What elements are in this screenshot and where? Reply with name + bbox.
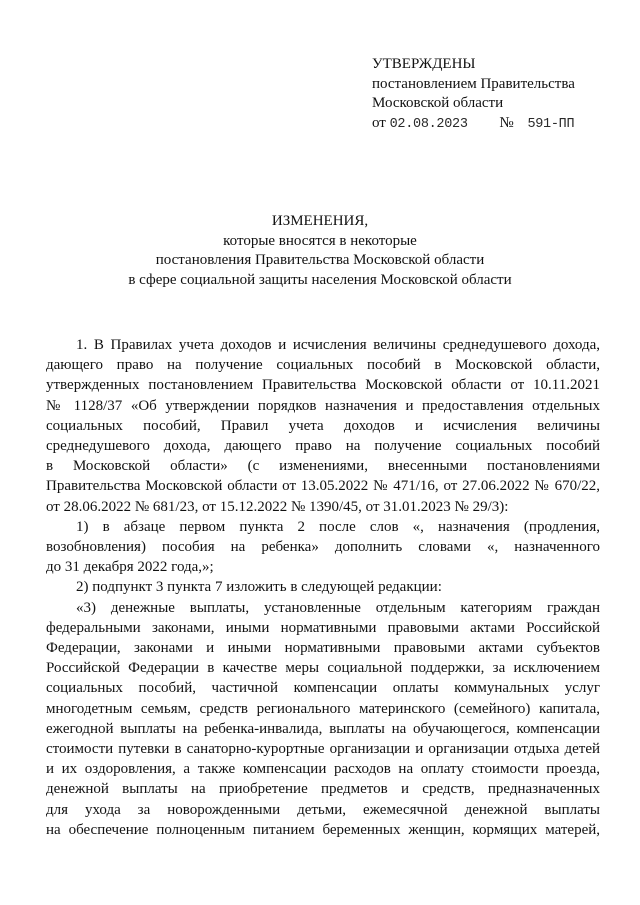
approval-block	[372, 55, 575, 134]
body-line: от 28.06.2022 № 681/23, от 15.12.2022 № 1390/45, от 31.01.2023 № 29/3):	[46, 498, 509, 515]
body-line: федеральными законами, иными нормативными правовыми актами Российской	[46, 619, 600, 636]
body-line: многодетным семьям, средств регионального материнского (семейного) капитала,	[46, 700, 600, 717]
body-line: утвержденных постановлением Правительства Московской области от 10.11.2021	[46, 377, 600, 394]
approval-heading: УТВЕРЖДЕНЫ	[372, 56, 476, 72]
body-line: Правительства Московской области от 13.05.2022 № 471/16, от 27.06.2022 № 670/22,	[46, 478, 600, 495]
body-line: 1) в абзаце первом пункта 2 после слов «, назначения (продления,	[76, 518, 600, 535]
body-line: и их оздоровления, а также компенсации расходов на оплату стоимости проезда,	[46, 761, 600, 778]
body-line: «3) денежные выплаты, установленные отдельным категориям граждан	[76, 599, 600, 616]
approval-line: Московской области	[372, 95, 504, 111]
body-line: стоимости путевки в санаторно-курортные организации и организации отдыха детей	[46, 741, 600, 758]
body-line: Федерации, законами и иными нормативными правовыми актами субъектов	[46, 640, 600, 657]
document-body	[46, 335, 600, 840]
body-line: для ухода за новорожденными детьми, ежемесячной денежной выплаты	[46, 801, 600, 818]
body-line: дающего право на получение социальных пособий в Московской области,	[46, 357, 600, 374]
body-line: на обеспечение полноценным питанием беременных женщин, кормящих матерей,	[46, 821, 600, 838]
title-line: в сфере социальной защиты населения Московской области	[128, 271, 512, 288]
body-line: 1. В Правилах учета доходов и исчисления величины среднедушевого дохода,	[76, 337, 600, 353]
body-line: социальных пособий, Правил учета доходов и исчисления величины	[46, 417, 600, 434]
body-line: в Московской области» (с изменениями, внесенными постановлениями	[46, 458, 600, 475]
body-line: до 31 декабря 2022 года,»;	[46, 559, 214, 576]
body-line: социальных пособий, частичной компенсации оплаты коммунальных услуг	[46, 680, 600, 697]
approval-number: 591-ПП	[527, 116, 575, 132]
title-line: постановления Правительства Московской области	[155, 252, 485, 268]
approval-date: 02.08.2023	[389, 116, 468, 132]
title-line: ИЗМЕНЕНИЯ,	[271, 213, 369, 229]
title-line: которые вносятся в некоторые	[223, 232, 417, 249]
document-title	[0, 212, 640, 290]
body-line: 2) подпункт 3 пункта 7 изложить в следующей редакции:	[76, 579, 442, 596]
body-line: ежегодной выплаты на ребенка-инвалида, выплаты на обучающегося, компенсации	[46, 720, 600, 737]
body-line: возобновления) пособия на ребенка» дополнить словами «, назначенного	[46, 539, 600, 556]
number-sign: №	[499, 114, 514, 131]
date-prefix: от	[372, 114, 386, 131]
approval-line: постановлением Правительства	[372, 75, 575, 92]
body-line: среднедушевого дохода, дающего право на получение социальных пособий	[46, 438, 600, 455]
body-line: Российской Федерации в качестве меры социальной поддержки, за исключением	[46, 660, 600, 677]
approval-date-line	[372, 114, 575, 135]
body-line: № 1128/37 «Об утверждении порядков назначения и предоставления отдельных	[46, 397, 600, 414]
body-line: денежной выплаты на приобретение предметов и средств, предназначенных	[46, 781, 600, 798]
